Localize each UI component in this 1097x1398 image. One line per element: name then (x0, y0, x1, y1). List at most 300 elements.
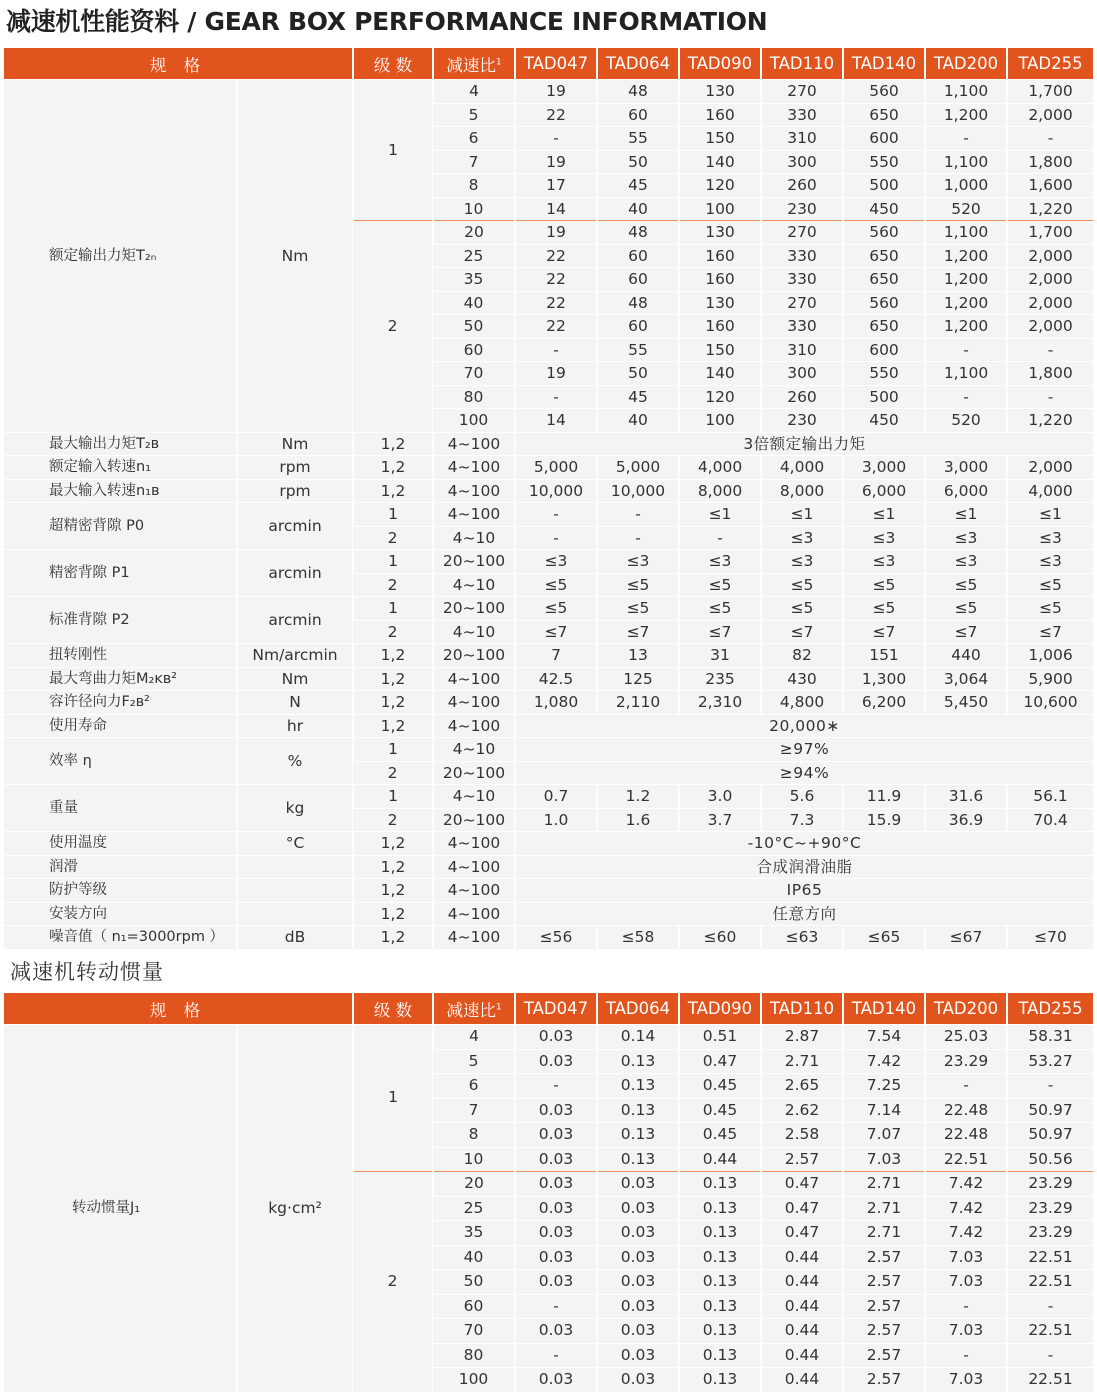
spec-unit (237, 879, 353, 903)
value-cell: 0.03 (515, 1368, 597, 1392)
value-cell: 31 (679, 644, 761, 668)
ratio-cell: 4~100 (433, 479, 515, 503)
table-row (4, 785, 1093, 809)
value-cell: 1,800 (1007, 362, 1093, 386)
value-cell: 60 (597, 315, 679, 339)
value-cell: 50.56 (1007, 1147, 1093, 1172)
spec-name: 使用温度 (4, 832, 237, 856)
value-cell: - (515, 526, 597, 550)
value-cell: 56.1 (1007, 785, 1093, 809)
value-cell: 48 (597, 221, 679, 245)
stage-cell: 1,2 (353, 479, 433, 503)
value-cell: 0.03 (515, 1319, 597, 1344)
value-cell: 6,000 (843, 479, 925, 503)
value-cell: 23.29 (1007, 1196, 1093, 1221)
value-cell: 0.14 (597, 1025, 679, 1050)
header-model: TAD064 (597, 993, 679, 1025)
header-model: TAD047 (515, 993, 597, 1025)
ratio-cell: 80 (433, 1343, 515, 1368)
value-cell: - (925, 1074, 1007, 1099)
span-value: 20,000∗ (515, 714, 1093, 738)
value-cell: 550 (843, 150, 925, 174)
value-cell: 2.57 (843, 1368, 925, 1392)
value-cell: 4,000 (679, 456, 761, 480)
inertia-table (4, 993, 1093, 1392)
value-cell: 60 (597, 103, 679, 127)
value-cell: 260 (761, 174, 843, 198)
ratio-cell: 10 (433, 197, 515, 221)
spec-unit: Nm (237, 80, 353, 433)
stage-cell: 1 (353, 785, 433, 809)
stage-cell: 1,2 (353, 855, 433, 879)
value-cell: ≤1 (761, 503, 843, 527)
value-cell: 330 (761, 268, 843, 292)
value-cell: ≤5 (597, 597, 679, 621)
value-cell: ≤3 (843, 526, 925, 550)
value-cell: - (1007, 385, 1093, 409)
spec-name: 最大弯曲力矩M₂ᴋʙ² (4, 667, 237, 691)
value-cell: 7 (515, 644, 597, 668)
header-model: TAD064 (597, 48, 679, 80)
value-cell: 23.29 (1007, 1172, 1093, 1197)
table-row (4, 832, 1093, 856)
value-cell: 3.7 (679, 808, 761, 832)
ratio-cell: 40 (433, 291, 515, 315)
header-ratio: 减速比$^1$ (433, 48, 515, 80)
ratio-cell: 25 (433, 244, 515, 268)
value-cell: ≤3 (1007, 526, 1093, 550)
value-cell: 5,000 (597, 456, 679, 480)
value-cell: 23.29 (925, 1049, 1007, 1074)
value-cell: 7.42 (925, 1172, 1007, 1197)
value-cell: 1,600 (1007, 174, 1093, 198)
value-cell: ≤5 (925, 597, 1007, 621)
value-cell: - (1007, 127, 1093, 151)
spec-unit: rpm (237, 479, 353, 503)
value-cell: 10,000 (597, 479, 679, 503)
value-cell: 7.14 (843, 1098, 925, 1123)
spec-unit: N (237, 691, 353, 715)
stage-cell: 1,2 (353, 879, 433, 903)
value-cell: 125 (597, 667, 679, 691)
value-cell: 450 (843, 409, 925, 433)
value-cell: 8,000 (761, 479, 843, 503)
value-cell: 0.13 (679, 1343, 761, 1368)
value-cell: 0.13 (679, 1221, 761, 1246)
value-cell: 10,600 (1007, 691, 1093, 715)
value-cell: 160 (679, 268, 761, 292)
value-cell: 58.31 (1007, 1025, 1093, 1050)
value-cell: 60 (597, 244, 679, 268)
value-cell: ≤3 (1007, 550, 1093, 574)
ratio-cell: 4~100 (433, 879, 515, 903)
value-cell: 600 (843, 338, 925, 362)
header-model: TAD140 (843, 48, 925, 80)
value-cell: 0.13 (597, 1049, 679, 1074)
value-cell: 15.9 (843, 808, 925, 832)
stage-cell: 2 (353, 526, 433, 550)
value-cell: 560 (843, 221, 925, 245)
value-cell: 22.51 (1007, 1270, 1093, 1295)
value-cell: 270 (761, 221, 843, 245)
value-cell: - (515, 1343, 597, 1368)
value-cell: 0.03 (515, 1172, 597, 1197)
value-cell: 0.44 (761, 1270, 843, 1295)
value-cell: 82 (761, 644, 843, 668)
value-cell: - (515, 385, 597, 409)
value-cell: 7.42 (925, 1196, 1007, 1221)
value-cell: 1,700 (1007, 80, 1093, 104)
value-cell: ≤5 (1007, 573, 1093, 597)
value-cell: 2.58 (761, 1123, 843, 1148)
value-cell: 2.57 (843, 1270, 925, 1295)
stage-cell: 1 (353, 80, 433, 221)
value-cell: 4,000 (1007, 479, 1093, 503)
ratio-cell: 60 (433, 338, 515, 362)
value-cell: 150 (679, 338, 761, 362)
ratio-cell: 50 (433, 1270, 515, 1295)
header-model: TAD255 (1007, 48, 1093, 80)
value-cell: 31.6 (925, 785, 1007, 809)
value-cell: - (1007, 1343, 1093, 1368)
table-header-row (4, 993, 1093, 1025)
value-cell: 2.71 (761, 1049, 843, 1074)
value-cell: 0.03 (597, 1196, 679, 1221)
value-cell: 450 (843, 197, 925, 221)
value-cell: 22 (515, 291, 597, 315)
value-cell: 0.13 (679, 1196, 761, 1221)
spec-unit: kg·cm² (237, 1025, 353, 1392)
table-row (4, 714, 1093, 738)
spec-name: 润滑 (4, 855, 237, 879)
value-cell: 22 (515, 268, 597, 292)
value-cell: ≤7 (761, 620, 843, 644)
value-cell: 22 (515, 315, 597, 339)
ratio-cell: 4~100 (433, 714, 515, 738)
spec-unit: rpm (237, 456, 353, 480)
value-cell: 2.71 (843, 1196, 925, 1221)
value-cell: 50.97 (1007, 1123, 1093, 1148)
ratio-cell: 4~100 (433, 832, 515, 856)
ratio-cell: 20~100 (433, 644, 515, 668)
stage-cell: 1 (353, 1025, 433, 1172)
value-cell: 23.29 (1007, 1221, 1093, 1246)
value-cell: 1,200 (925, 315, 1007, 339)
spec-name: 安装方向 (4, 902, 237, 926)
spec-name: 转动惯量J₁ (4, 1025, 237, 1392)
value-cell: 0.13 (679, 1245, 761, 1270)
value-cell: 19 (515, 80, 597, 104)
stage-cell: 1 (353, 503, 433, 527)
value-cell: 53.27 (1007, 1049, 1093, 1074)
header-model: TAD140 (843, 993, 925, 1025)
value-cell: - (1007, 1074, 1093, 1099)
value-cell: 7.54 (843, 1025, 925, 1050)
value-cell: 7.25 (843, 1074, 925, 1099)
value-cell: 230 (761, 197, 843, 221)
value-cell: 22.48 (925, 1098, 1007, 1123)
value-cell: 22 (515, 103, 597, 127)
value-cell: 3,064 (925, 667, 1007, 691)
ratio-cell: 4~100 (433, 855, 515, 879)
value-cell: 600 (843, 127, 925, 151)
value-cell: - (925, 1343, 1007, 1368)
value-cell: 40 (597, 197, 679, 221)
spec-unit: arcmin (237, 597, 353, 644)
value-cell: 0.03 (597, 1270, 679, 1295)
value-cell: 7.42 (925, 1221, 1007, 1246)
value-cell: ≤3 (925, 550, 1007, 574)
value-cell: 310 (761, 127, 843, 151)
value-cell: 0.44 (679, 1147, 761, 1172)
value-cell: 2.57 (843, 1343, 925, 1368)
value-cell: ≤1 (679, 503, 761, 527)
value-cell: 45 (597, 385, 679, 409)
value-cell: 520 (925, 409, 1007, 433)
value-cell: ≤67 (925, 926, 1007, 949)
value-cell: 0.13 (679, 1368, 761, 1392)
stage-cell: 1,2 (353, 644, 433, 668)
header-model: TAD047 (515, 48, 597, 80)
value-cell: 4,800 (761, 691, 843, 715)
span-value: 3倍额定输出力矩 (515, 432, 1093, 456)
table-row (4, 667, 1093, 691)
value-cell: ≤56 (515, 926, 597, 949)
ratio-cell: 70 (433, 362, 515, 386)
stage-cell: 1,2 (353, 691, 433, 715)
stage-cell: 2 (353, 221, 433, 433)
span-value: 合成润滑油脂 (515, 855, 1093, 879)
ratio-cell: 40 (433, 1245, 515, 1270)
value-cell: 150 (679, 127, 761, 151)
stage-cell: 1,2 (353, 667, 433, 691)
value-cell: 560 (843, 80, 925, 104)
value-cell: 22.48 (925, 1123, 1007, 1148)
value-cell: 0.44 (761, 1343, 843, 1368)
ratio-cell: 4~100 (433, 902, 515, 926)
value-cell: 14 (515, 409, 597, 433)
spec-unit: Nm/arcmin (237, 644, 353, 668)
value-cell: ≤5 (761, 573, 843, 597)
value-cell: ≤63 (761, 926, 843, 949)
value-cell: - (925, 385, 1007, 409)
value-cell: 7.03 (925, 1270, 1007, 1295)
value-cell: 70.4 (1007, 808, 1093, 832)
table-row (4, 902, 1093, 926)
spec-name: 标准背隙 P2 (4, 597, 237, 644)
header-model: TAD255 (1007, 993, 1093, 1025)
value-cell: 0.13 (679, 1172, 761, 1197)
value-cell: 130 (679, 80, 761, 104)
ratio-cell: 8 (433, 174, 515, 198)
value-cell: 500 (843, 385, 925, 409)
value-cell: 0.03 (515, 1025, 597, 1050)
ratio-cell: 70 (433, 1319, 515, 1344)
value-cell: - (925, 127, 1007, 151)
value-cell: 0.03 (515, 1147, 597, 1172)
value-cell: 60 (597, 268, 679, 292)
value-cell: 17 (515, 174, 597, 198)
value-cell: 0.47 (761, 1172, 843, 1197)
value-cell: 11.9 (843, 785, 925, 809)
table-row (4, 80, 1093, 104)
ratio-cell: 5 (433, 103, 515, 127)
value-cell: 7.3 (761, 808, 843, 832)
ratio-cell: 4~10 (433, 738, 515, 762)
ratio-cell: 20 (433, 221, 515, 245)
ratio-cell: 4~100 (433, 432, 515, 456)
value-cell: 0.47 (679, 1049, 761, 1074)
value-cell: ≤5 (515, 597, 597, 621)
header-stages: 级 数 (353, 993, 433, 1025)
ratio-cell: 6 (433, 1074, 515, 1099)
value-cell: ≤7 (843, 620, 925, 644)
spec-unit: kg (237, 785, 353, 832)
value-cell: - (515, 338, 597, 362)
value-cell: ≤65 (843, 926, 925, 949)
stage-cell: 1 (353, 597, 433, 621)
value-cell: 1,200 (925, 103, 1007, 127)
value-cell: 0.13 (679, 1294, 761, 1319)
value-cell: 40 (597, 409, 679, 433)
stage-cell: 1,2 (353, 926, 433, 949)
ratio-cell: 20~100 (433, 550, 515, 574)
value-cell: 0.03 (515, 1049, 597, 1074)
table-row (4, 432, 1093, 456)
value-cell: ≤5 (679, 597, 761, 621)
value-cell: 0.03 (597, 1343, 679, 1368)
ratio-cell: 5 (433, 1049, 515, 1074)
value-cell: 45 (597, 174, 679, 198)
spec-name: 防护等级 (4, 879, 237, 903)
value-cell: 0.03 (515, 1098, 597, 1123)
value-cell: 2,000 (1007, 456, 1093, 480)
stage-cell: 1,2 (353, 714, 433, 738)
stage-cell: 1,2 (353, 832, 433, 856)
value-cell: 130 (679, 291, 761, 315)
span-value: ≥97% (515, 738, 1093, 762)
value-cell: 1,220 (1007, 409, 1093, 433)
spec-name: 噪音值（ n₁=3000rpm ） (4, 926, 237, 949)
spec-name: 最大输出力矩T₂ʙ (4, 432, 237, 456)
ratio-cell: 4~10 (433, 526, 515, 550)
stage-cell: 2 (353, 573, 433, 597)
value-cell: 2,000 (1007, 291, 1093, 315)
value-cell: - (515, 503, 597, 527)
value-cell: ≤7 (1007, 620, 1093, 644)
value-cell: 0.44 (761, 1294, 843, 1319)
value-cell: 19 (515, 221, 597, 245)
value-cell: 2.57 (761, 1147, 843, 1172)
value-cell: 5,000 (515, 456, 597, 480)
value-cell: 0.13 (679, 1319, 761, 1344)
value-cell: ≤5 (843, 597, 925, 621)
value-cell: 55 (597, 338, 679, 362)
stage-cell: 1 (353, 550, 433, 574)
value-cell: 2.57 (843, 1294, 925, 1319)
value-cell: ≤5 (515, 573, 597, 597)
value-cell: ≤3 (843, 550, 925, 574)
spec-unit: % (237, 738, 353, 785)
header-model: TAD090 (679, 993, 761, 1025)
value-cell: 235 (679, 667, 761, 691)
value-cell: 230 (761, 409, 843, 433)
value-cell: 2,000 (1007, 244, 1093, 268)
table-row (4, 597, 1093, 621)
value-cell: 0.03 (515, 1270, 597, 1295)
value-cell: 0.03 (597, 1319, 679, 1344)
value-cell: 19 (515, 150, 597, 174)
value-cell: 0.13 (597, 1147, 679, 1172)
value-cell: 1,800 (1007, 150, 1093, 174)
header-model: TAD090 (679, 48, 761, 80)
table-row (4, 879, 1093, 903)
value-cell: 2.57 (843, 1245, 925, 1270)
value-cell: 2,110 (597, 691, 679, 715)
value-cell: - (1007, 338, 1093, 362)
spec-name: 额定输出力矩T₂ₙ (4, 80, 237, 433)
ratio-cell: 4 (433, 1025, 515, 1050)
value-cell: 22 (515, 244, 597, 268)
value-cell: 160 (679, 244, 761, 268)
value-cell: 1,006 (1007, 644, 1093, 668)
value-cell: 160 (679, 103, 761, 127)
span-value: -10°C~+90°C (515, 832, 1093, 856)
value-cell: 330 (761, 103, 843, 127)
value-cell: 0.45 (679, 1074, 761, 1099)
spec-unit: °C (237, 832, 353, 856)
header-model: TAD200 (925, 993, 1007, 1025)
value-cell: 500 (843, 174, 925, 198)
value-cell: 3,000 (925, 456, 1007, 480)
value-cell: - (515, 1074, 597, 1099)
value-cell: 2,310 (679, 691, 761, 715)
value-cell: 440 (925, 644, 1007, 668)
value-cell: 0.51 (679, 1025, 761, 1050)
spec-name: 效率 η (4, 738, 237, 785)
value-cell: 300 (761, 362, 843, 386)
table-header-row (4, 48, 1093, 80)
value-cell: 560 (843, 291, 925, 315)
spec-name: 超精密背隙 P0 (4, 503, 237, 550)
stage-cell: 1,2 (353, 432, 433, 456)
value-cell: ≤5 (1007, 597, 1093, 621)
table-row (4, 479, 1093, 503)
value-cell: 0.44 (761, 1319, 843, 1344)
value-cell: ≤7 (597, 620, 679, 644)
value-cell: ≤70 (1007, 926, 1093, 949)
value-cell: 0.03 (597, 1245, 679, 1270)
value-cell: 14 (515, 197, 597, 221)
ratio-cell: 35 (433, 1221, 515, 1246)
value-cell: 36.9 (925, 808, 1007, 832)
header-model: TAD200 (925, 48, 1007, 80)
value-cell: 0.47 (761, 1221, 843, 1246)
value-cell: 5.6 (761, 785, 843, 809)
value-cell: 260 (761, 385, 843, 409)
value-cell: 7.03 (925, 1245, 1007, 1270)
value-cell: 1.2 (597, 785, 679, 809)
ratio-cell: 35 (433, 268, 515, 292)
ratio-cell: 100 (433, 409, 515, 433)
value-cell: 50.97 (1007, 1098, 1093, 1123)
value-cell: 0.44 (761, 1368, 843, 1392)
value-cell: 0.03 (597, 1221, 679, 1246)
value-cell: 48 (597, 291, 679, 315)
value-cell: 2.71 (843, 1221, 925, 1246)
value-cell: 0.47 (761, 1196, 843, 1221)
value-cell: 120 (679, 174, 761, 198)
